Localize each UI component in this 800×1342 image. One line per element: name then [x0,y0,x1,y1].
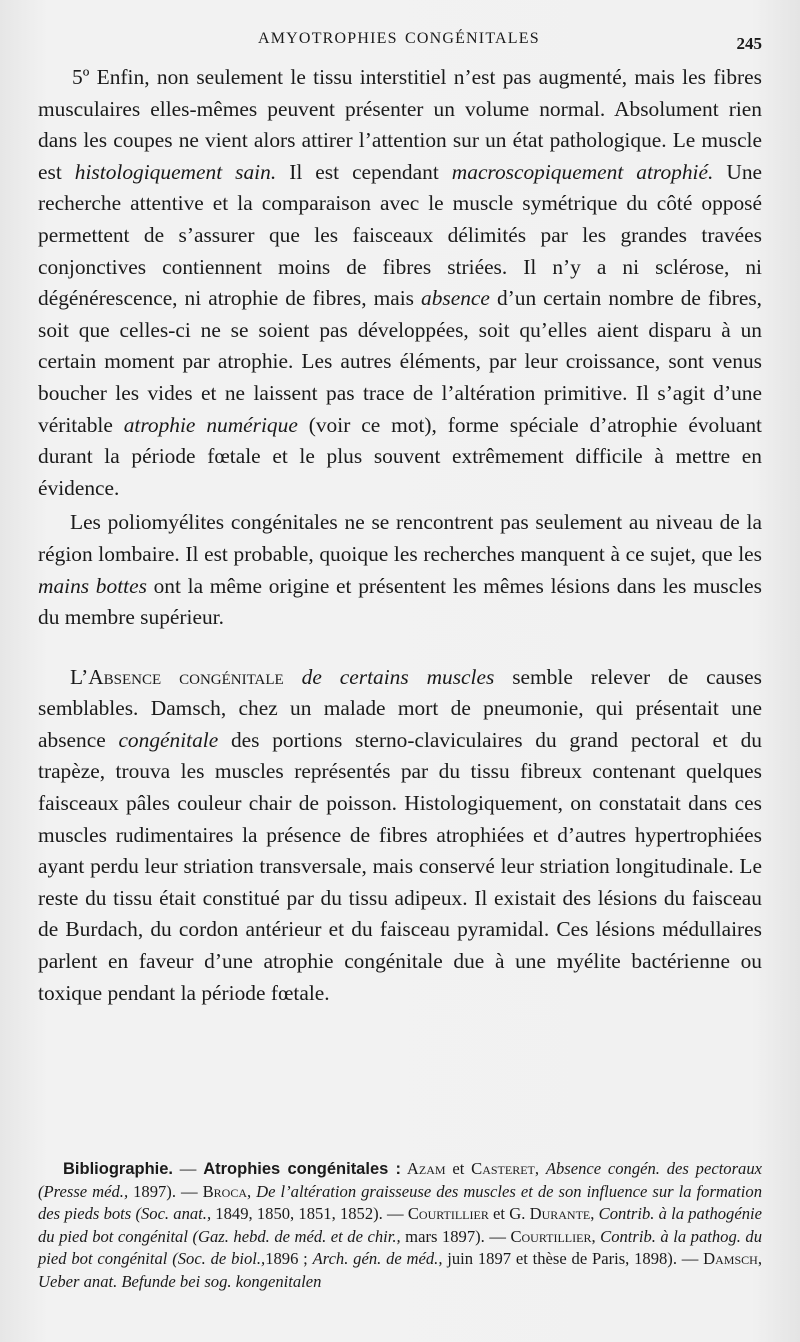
work-title: Contrib. à la pathogénie du pied bot congénital (Gaz. hebd. de méd. et de chir., [38,1204,762,1246]
emphasis: mains bottes [38,573,147,598]
text-run: , [247,1181,257,1201]
author: Damsch [703,1249,758,1269]
author: Courtillier [407,1204,489,1224]
author: Courtillier [510,1226,592,1246]
small-caps-heading: L’Absence congénitale [70,664,284,689]
text-run: , [757,1249,762,1269]
page-number: 245 [736,34,762,53]
text-run: (voir ce mot), forme spéciale d’atrophie évoluant durant la période fœtale et le plus souvent extrêmement difficile à mettre en évidence. [38,412,762,500]
paragraph-3 [38,662,762,1010]
emphasis: atrophie numérique [123,412,298,437]
paragraph-2 [38,507,762,633]
text-run: juin 1897 et thèse de Paris, 1898). — [442,1249,704,1269]
text-run: et G. [488,1204,530,1224]
text-run: ont la même origine et présentent les mêmes lésions dans les muscles du membre supérieur. [38,573,762,630]
author: Azam [401,1159,446,1178]
work-title: Arch. gén. de méd., [312,1249,443,1269]
main-text [38,62,762,1009]
author: Broca [202,1181,248,1201]
text-run: 1897). — [128,1181,203,1201]
text-run: 1849, 1850, 1851, 1852). — [211,1204,408,1224]
emphasis: congénitale [118,727,219,752]
work-title: De l’altération graisseuse des muscles et de son influence sur la formation des pieds bots (Soc. anat., [38,1181,762,1224]
text-run: mars 1897). — [400,1226,511,1246]
text-run: 1896 ; [265,1249,313,1269]
text-run: semble relever de causes semblables. Damsch, chez un malade mort de pneumonie, qui présentait une absence [38,664,762,752]
work-title: Absence congén. des pectoraux (Presse méd., [38,1159,763,1201]
emphasis: de certains muscles [283,664,495,689]
text-run: — [173,1159,204,1178]
running-title: AMYOTROPHIES CONGÉNITALES [258,30,540,47]
emphasis: histologiquement sain. [74,159,277,184]
text-run: Les poliomyélites congénitales ne se rencontrent pas seulement au niveau de la région lombaire. Il est probable, quoique les recherches manquent à ce sujet, que les [38,510,762,566]
bibliography-heading: Bibliographie. [63,1160,174,1178]
emphasis: macroscopiquement atrophié. [451,159,714,184]
work-title: Contrib. à la pathog. du pied bot congénital (Soc. de biol., [38,1226,763,1269]
work-title: Ueber anat. Befunde bei sog. kongenitalen [38,1271,322,1291]
text-run: d’un certain nombre de fibres, soit que celles-ci ne se soient pas développées, soit qu’elles aient disparu à un certain moment par atrophie. Les autres éléments, par leur croissance, sont venus boucher les vides et ne laissent pas trace de l’altération primitive. Il s’agit d’une véritable [38,286,762,437]
text-run: des portions sterno-claviculaires du grand pectoral et du trapèze, trouva les muscles représentés par du tissu fibreux contenant quelques faisceaux pâles couleur chair de poisson. Histologiquement, on constatait dans ces muscles rudimentaires la présence de fibres atrophiées et d’autres hypertrophiées ayant perdu leur striation transversale, mais conservé leur striation longitudinale. Le reste du tissu était constitué par du tissu adipeux. Il existait des lésions du faisceau de Burdach, du cordon antérieur et du faisceau pyramidal. Ces lésions médullaires parlent en faveur d’une atrophie congénitale due à une myélite bactérienne ou toxique pendant la période fœtale. [38,727,762,1005]
bibliography [38,1158,762,1294]
text-run: Une recherche attentive et la comparaison avec le muscle symétrique du côté opposé permettent de s’assurer que les faisceaux délimités par les grandes travées conjonctives contiennent moins de fibres striées. Il n’y a ni sclérose, ni dégénérescence, ni atrophie de fibres, mais [38,159,763,311]
text-run: , [534,1159,546,1178]
emphasis: absence [421,286,490,311]
text-run: , [591,1226,601,1246]
text-run: Il est cependant [276,159,452,184]
paragraph-1 [38,62,762,504]
text-run: 5º Enfin, non seulement le tissu interstitiel n’est pas augmenté, mais les fibres musculaires elles-mêmes peuvent présenter un volume normal. Absolument rien dans les coupes ne vient alors attirer l’attention sur un état pathologique. Le muscle est [38,65,762,184]
text-run: et [445,1159,472,1178]
text-run: , [590,1204,599,1224]
author: Durante [529,1204,591,1224]
page-header [0,30,800,56]
author: Casteret [471,1159,535,1178]
bibliography-topic: Atrophies congénitales : [203,1160,402,1178]
